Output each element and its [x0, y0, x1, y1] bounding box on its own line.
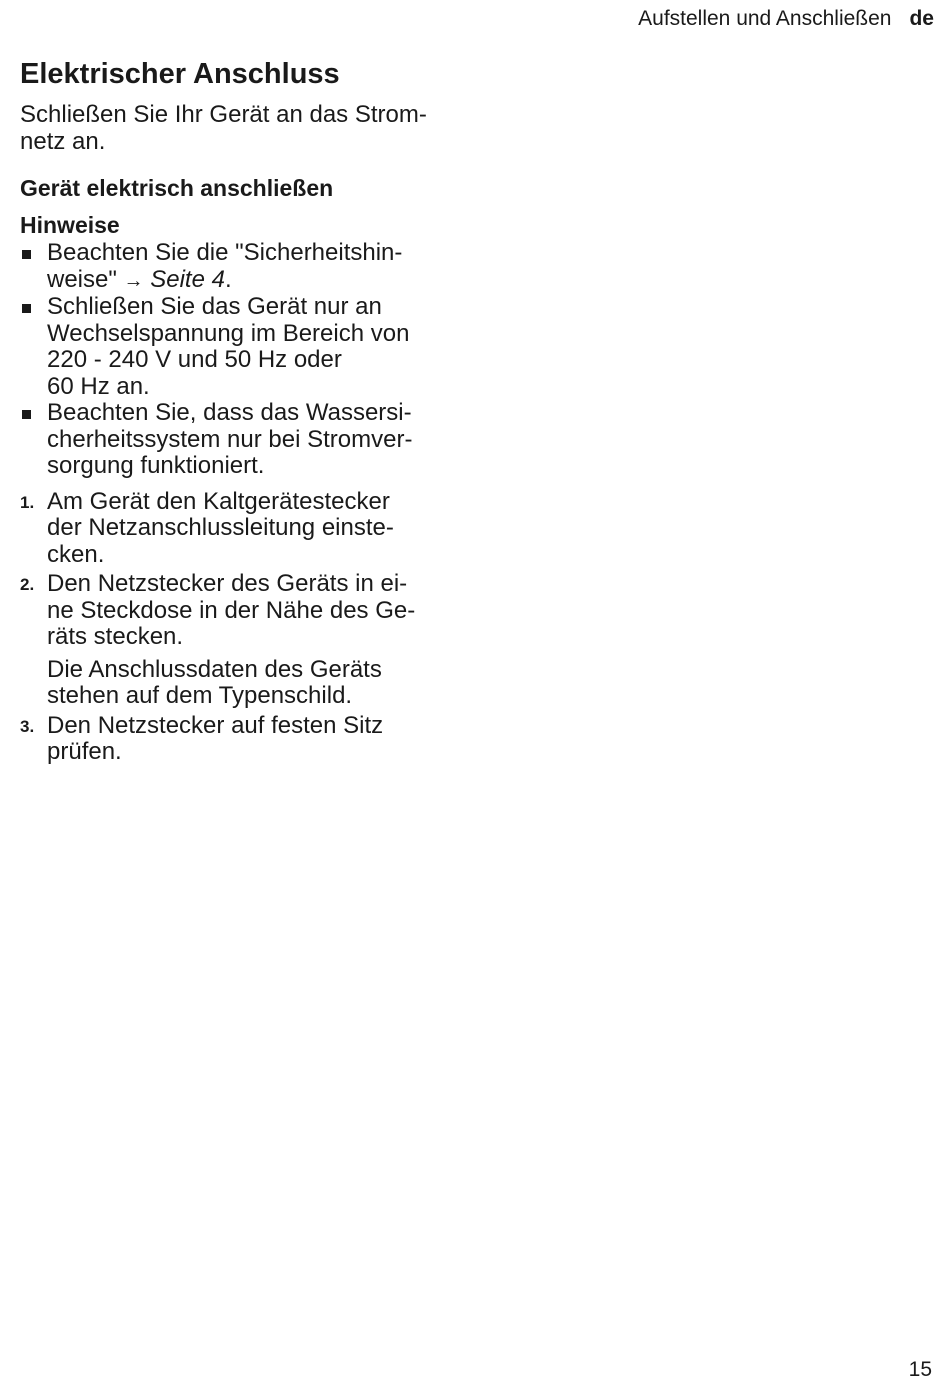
language-code: de [909, 7, 934, 30]
intro-paragraph [20, 102, 460, 155]
step-number: 1. [20, 492, 35, 512]
step-result [47, 657, 460, 710]
note-line: Schließen Sie das Gerät nur an [47, 293, 382, 320]
step-line: cken. [47, 540, 105, 568]
step-line: Am Gerät den Kaltgerätestecker [47, 487, 390, 515]
page-reference-link[interactable]: Seite 4 [150, 265, 225, 293]
subsection-title: Gerät elektrisch anschließen [20, 175, 334, 201]
note-line: sorgung funktioniert. [47, 452, 265, 479]
step-line: der Netzanschlussleitung einste- [47, 514, 394, 541]
square-bullet-icon [22, 250, 31, 259]
note-line: Beachten Sie die "Sicherheitshin- [47, 239, 403, 266]
step-line: räts stecken. [47, 623, 184, 650]
note-line: cherheitssystem nur bei Stromver- [47, 425, 413, 453]
note-item [20, 240, 460, 294]
step-number: 2. [20, 575, 35, 594]
note-item [20, 400, 460, 480]
intro-line: Schließen Sie Ihr Gerät an das Strom- [20, 101, 427, 128]
step-item [20, 571, 460, 710]
notes-list [20, 240, 460, 480]
steps-list [20, 489, 460, 766]
step-line: Den Netzstecker des Geräts in ei- [47, 570, 408, 597]
intro-line: netz an. [20, 127, 106, 155]
note-line: Beachten Sie, dass das Wassersi- [47, 399, 412, 426]
section-name: Aufstellen und Anschließen [638, 7, 892, 30]
running-header [638, 7, 934, 31]
main-content [20, 56, 460, 769]
note-line: 60 Hz an. [47, 372, 150, 400]
note-item [20, 294, 460, 400]
result-line: Die Anschlussdaten des Geräts [47, 655, 382, 683]
step-line: ne Steckdose in der Nähe des Ge- [47, 596, 416, 624]
note-line: weise" [47, 265, 124, 293]
square-bullet-icon [22, 304, 31, 313]
arrow-right-icon: → [123, 269, 144, 292]
square-bullet-icon [22, 410, 31, 419]
note-line: Wechselspannung im Bereich von [47, 319, 410, 347]
step-number: 3. [20, 716, 35, 736]
note-line-with-reference [47, 267, 460, 295]
step-line: prüfen. [47, 738, 122, 765]
step-item [20, 489, 460, 569]
note-line: 220 - 240 V und 50 Hz oder [47, 346, 342, 373]
page-number: 15 [908, 1358, 932, 1381]
result-line: stehen auf dem Typenschild. [47, 682, 353, 709]
page-title: Elektrischer Anschluss [20, 58, 340, 90]
notes-heading: Hinweise [20, 212, 120, 238]
reference-suffix: . [224, 265, 232, 293]
step-item [20, 713, 460, 766]
step-line: Den Netzstecker auf festen Sitz [47, 711, 384, 739]
